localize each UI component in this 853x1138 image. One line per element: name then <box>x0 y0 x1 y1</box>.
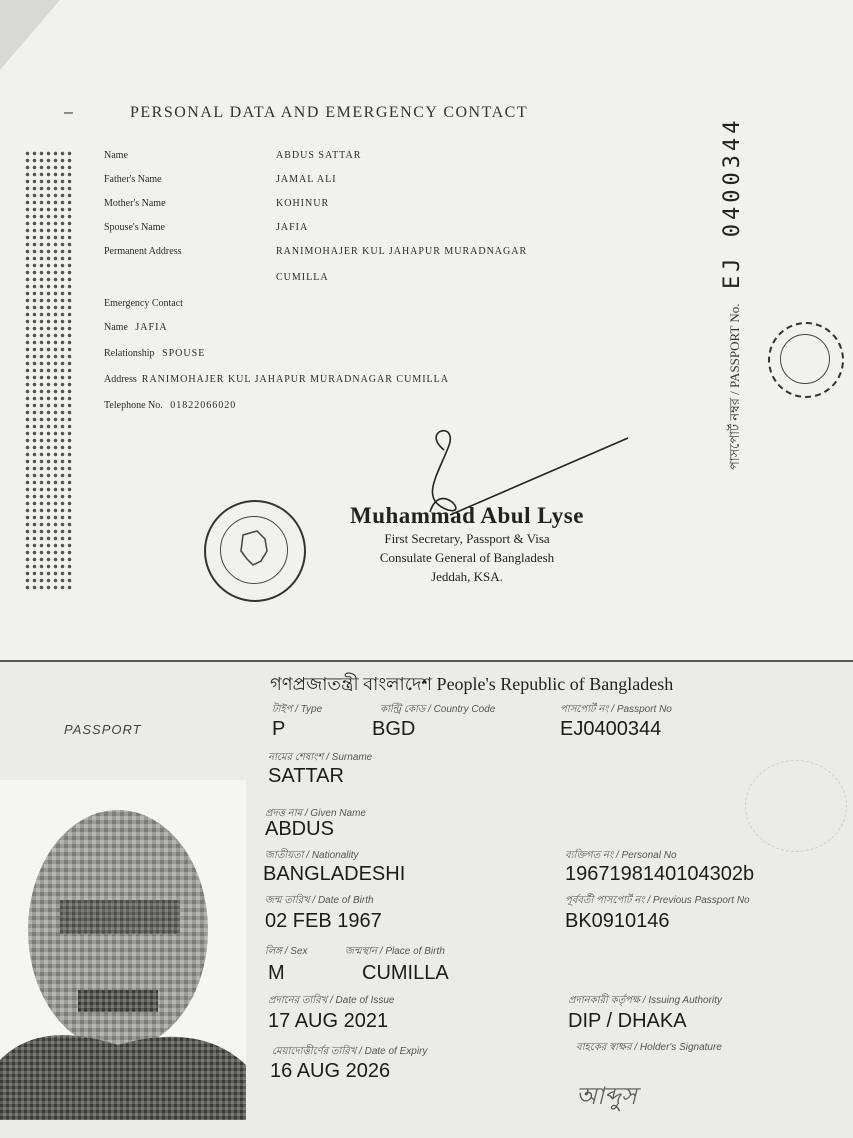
signatory-block <box>322 503 612 586</box>
authority-label: প্রদানকারী কর্তৃপক্ষ / Issuing Authority <box>568 995 722 1006</box>
signatory-title: First Secretary, Passport & Visa <box>384 531 550 546</box>
surname-value: SATTAR <box>268 765 344 787</box>
country-code-value: BGD <box>372 718 416 740</box>
personal-row-address: Permanent Address RANIMOHAJER KUL JAHAPUR MURADNAGAR <box>104 246 528 257</box>
dob-value: 02 FEB 1967 <box>265 910 382 932</box>
vertical-passport-value: EJ 0400344 <box>720 116 745 290</box>
faint-stamp <box>745 760 847 852</box>
vertical-passport-label: পাসপোর্ট নম্বর / PASSPORT No. <box>727 303 742 470</box>
prev-passport-label: পূর্ববর্তী পাসপোর্ট নং / Previous Passport No <box>565 895 750 906</box>
passport-word: PASSPORT <box>64 722 142 737</box>
issue-date-label: প্রদানের তারিখ / Date of Issue <box>268 995 395 1006</box>
holder-photo <box>0 780 246 1120</box>
signatory-name: Muhammad Abul Lyse <box>350 503 584 528</box>
signatory-office: Consulate General of Bangladesh <box>379 550 555 565</box>
holder-signature: আব্দুস <box>576 1084 637 1110</box>
expiry-date-label: মেয়াদোত্তীর্ণের তারিখ / Date of Expiry <box>272 1046 428 1057</box>
country-header: গণপ্রজাতন্ত্রী বাংলাদেশ People's Republic of Bangladesh <box>270 674 674 694</box>
seal-map-icon <box>780 334 830 384</box>
personal-data-heading: PERSONAL DATA AND EMERGENCY CONTACT <box>130 104 529 121</box>
vertical-passport-number <box>720 117 747 470</box>
passport-no-label: পাসপোর্ট নং / Passport No <box>560 704 672 715</box>
nationality-label: জাতীয়তা / Nationality <box>265 850 359 861</box>
seal-map-icon <box>220 516 288 584</box>
issue-date-value: 17 AUG 2021 <box>268 1010 389 1032</box>
heading-dash: – <box>64 104 73 121</box>
page-corner-shadow <box>0 0 60 70</box>
country-code-label: কান্ট্রি কোড / Country Code <box>380 704 496 715</box>
surname-label: নামের শেষাংশ / Surname <box>268 752 373 763</box>
pob-label: জন্মস্থান / Place of Birth <box>345 946 445 957</box>
personal-row-name: Name ABDUS SATTAR <box>104 150 362 161</box>
emergency-row-address: Address RANIMOHAJER KUL JAHAPUR MURADNAGAR CUMILLA <box>104 374 449 385</box>
signatory-city: Jeddah, KSA. <box>431 569 503 584</box>
emergency-row-telephone: Telephone No. 01822066020 <box>104 400 237 411</box>
personal-no-label: ব্যক্তিগত নং / Personal No <box>565 850 677 861</box>
personal-row-father: Father's Name JAMAL ALI <box>104 174 337 185</box>
consulate-seal-right <box>768 322 844 398</box>
passport-no-value: EJ0400344 <box>560 718 662 740</box>
emergency-row-relationship: Relationship SPOUSE <box>104 348 206 359</box>
authority-value: DIP / DHAKA <box>568 1010 687 1032</box>
given-name-label: প্রদত্ত নাম / Given Name <box>265 808 366 819</box>
dob-label: জন্ম তারিখ / Date of Birth <box>265 895 374 906</box>
consulate-seal-left <box>204 500 306 602</box>
given-name-value: ABDUS <box>265 818 334 840</box>
sex-label: লিঙ্গ / Sex <box>265 946 308 957</box>
sex-value: M <box>268 962 285 984</box>
emergency-contact-title: Emergency Contact <box>104 298 183 309</box>
nationality-value: BANGLADESHI <box>263 863 406 885</box>
prev-passport-value: BK0910146 <box>565 910 670 932</box>
pob-value: CUMILLA <box>362 962 449 984</box>
holder-portrait-icon <box>0 780 246 1120</box>
personal-row-spouse: Spouse's Name JAFIA <box>104 222 309 233</box>
holder-signature-label: বাহকের স্বাক্ষর / Holder's Signature <box>576 1042 722 1053</box>
emergency-row-name: Name JAFIA <box>104 322 168 333</box>
type-label: টাইপ / Type <box>272 704 323 715</box>
expiry-date-value: 16 AUG 2026 <box>270 1060 391 1082</box>
personal-no-value: 1967198140104302b <box>565 863 755 885</box>
type-value: P <box>272 718 286 740</box>
personal-row-address-2: CUMILLA <box>276 272 329 283</box>
personal-row-mother: Mother's Name KOHINUR <box>104 198 330 209</box>
bangladesh-map-icon <box>221 517 287 583</box>
